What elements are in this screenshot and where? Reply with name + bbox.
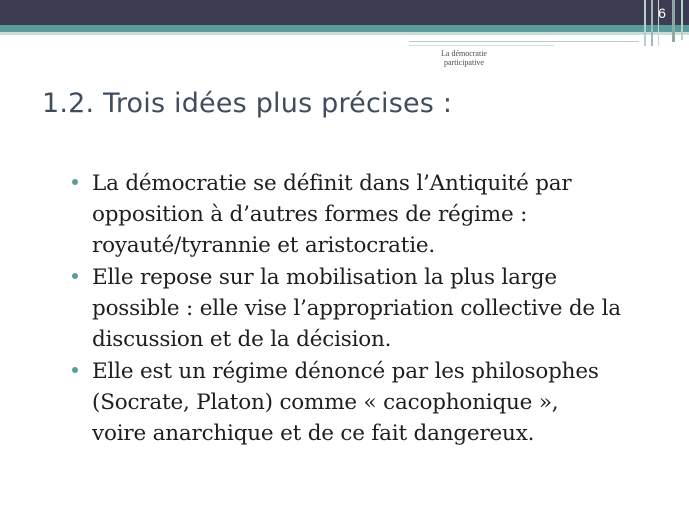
bullet-dot-icon xyxy=(72,367,78,373)
bullet-list xyxy=(68,168,678,450)
bullet-line: royauté/tyrannie et aristocratie. xyxy=(92,233,436,258)
decorative-vertical-bar xyxy=(644,0,646,46)
bullet-dot-icon xyxy=(72,273,78,279)
bullet-line: La démocratie se définit dans l’Antiquité par xyxy=(92,171,572,196)
header-tag xyxy=(414,49,514,67)
bullet-item xyxy=(68,356,678,449)
decorative-line xyxy=(409,45,554,46)
bullet-line: opposition à d’autres formes de régime : xyxy=(92,202,528,227)
teal-accent-band xyxy=(0,25,689,32)
bullet-dot-icon xyxy=(72,179,78,185)
decorative-vertical-bar xyxy=(672,0,675,42)
bullet-line: (Socrate, Platon) comme « cacophonique », xyxy=(92,390,559,415)
slide-number: 6 xyxy=(658,5,666,21)
bullet-line: discussion et de la décision. xyxy=(92,327,392,352)
bullet-line: voire anarchique et de ce fait dangereux. xyxy=(92,421,535,446)
bullet-line: Elle repose sur la mobilisation la plus large xyxy=(92,265,557,290)
bullet-line: Elle est un régime dénoncé par les philosophes xyxy=(92,359,599,384)
top-header-band xyxy=(0,0,689,25)
bullet-item xyxy=(68,262,678,355)
decorative-line xyxy=(409,41,639,42)
header-tag-line: participative xyxy=(444,58,484,67)
header-tag-line: La démocratie xyxy=(441,49,487,58)
bullet-item xyxy=(68,168,678,261)
slide-title: 1.2. Trois idées plus précises : xyxy=(42,88,453,119)
pale-accent-band xyxy=(0,32,689,35)
decorative-vertical-bar xyxy=(681,0,683,40)
bullet-line: possible : elle vise l’appropriation collective de la xyxy=(92,296,621,321)
